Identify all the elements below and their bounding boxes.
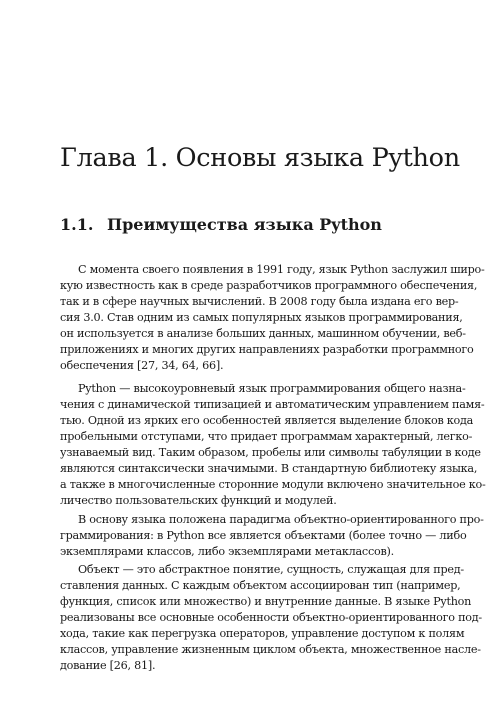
paragraph-line: Объект — это абстрактное понятие, сущность, служащая для пред- <box>78 563 464 576</box>
paragraph-1 <box>60 262 485 374</box>
chapter-title: Глава 1. Основы языка Python <box>60 143 460 173</box>
paragraph-line: экземплярами классов, либо экземплярами метаклассов). <box>60 545 394 558</box>
paragraph-line: сия 3.0. Став одним из самых популярных языков программирования, <box>60 311 463 324</box>
paragraph-line: граммирования: в Python все является объектами (более точно — либо <box>60 529 467 542</box>
paragraph-line: хода, такие как перегрузка операторов, управление доступом к полям <box>60 627 465 640</box>
paragraph-line: реализованы все основные особенности объектно-ориентированного под- <box>60 611 482 624</box>
paragraph-4 <box>60 562 482 674</box>
paragraph-line: кую известность как в среде разработчиков программного обеспечения, <box>60 279 478 292</box>
paragraph-line: функция, список или множество) и внутренние данные. В языке Python <box>60 595 472 608</box>
paragraph-line: В основу языка положена парадигма объектно-ориентированного про- <box>78 513 484 526</box>
paragraph-line: ставления данных. С каждым объектом ассоциирован тип (например, <box>60 579 461 592</box>
paragraph-line: чения с динамической типизацией и автоматическим управлением памя- <box>60 398 485 411</box>
paragraph-line: а также в многочисленные сторонние модули включено значительное ко- <box>60 478 486 491</box>
section-number: 1.1. <box>60 215 94 234</box>
paragraph-line: тью. Одной из ярких его особенностей является выделение блоков кода <box>60 414 474 427</box>
section-heading <box>60 214 460 236</box>
paragraph-2 <box>60 381 486 509</box>
paragraph-line: пробельными отступами, что придает программам характерный, легко- <box>60 430 473 443</box>
paragraph-line: так и в сфере научных вычислений. В 2008 году была издана его вер- <box>60 295 459 308</box>
paragraph-line: являются синтаксически значимыми. В стандартную библиотеку языка, <box>60 462 478 475</box>
paragraph-3 <box>60 512 484 560</box>
paragraph-line: дование [26, 81]. <box>60 659 156 672</box>
paragraph-line: он используется в анализе больших данных, машинном обучении, веб- <box>60 327 466 340</box>
paragraph-line: обеспечения [27, 34, 64, 66]. <box>60 359 224 372</box>
paragraph-line: приложениях и многих других направлениях разработки программного <box>60 343 474 356</box>
section-title: Преимущества языка Python <box>107 215 382 234</box>
paragraph-line: С момента своего появления в 1991 году, язык Python заслужил широ- <box>78 263 485 276</box>
paragraph-line: личество пользовательских функций и модулей. <box>60 494 337 507</box>
paragraph-line: классов, управление жизненным циклом объекта, множественное насле- <box>60 643 481 656</box>
paragraph-line: Python — высокоуровневый язык программирования общего назна- <box>78 382 466 395</box>
paragraph-line: узнаваемый вид. Таким образом, пробелы или символы табуляции в коде <box>60 446 481 459</box>
